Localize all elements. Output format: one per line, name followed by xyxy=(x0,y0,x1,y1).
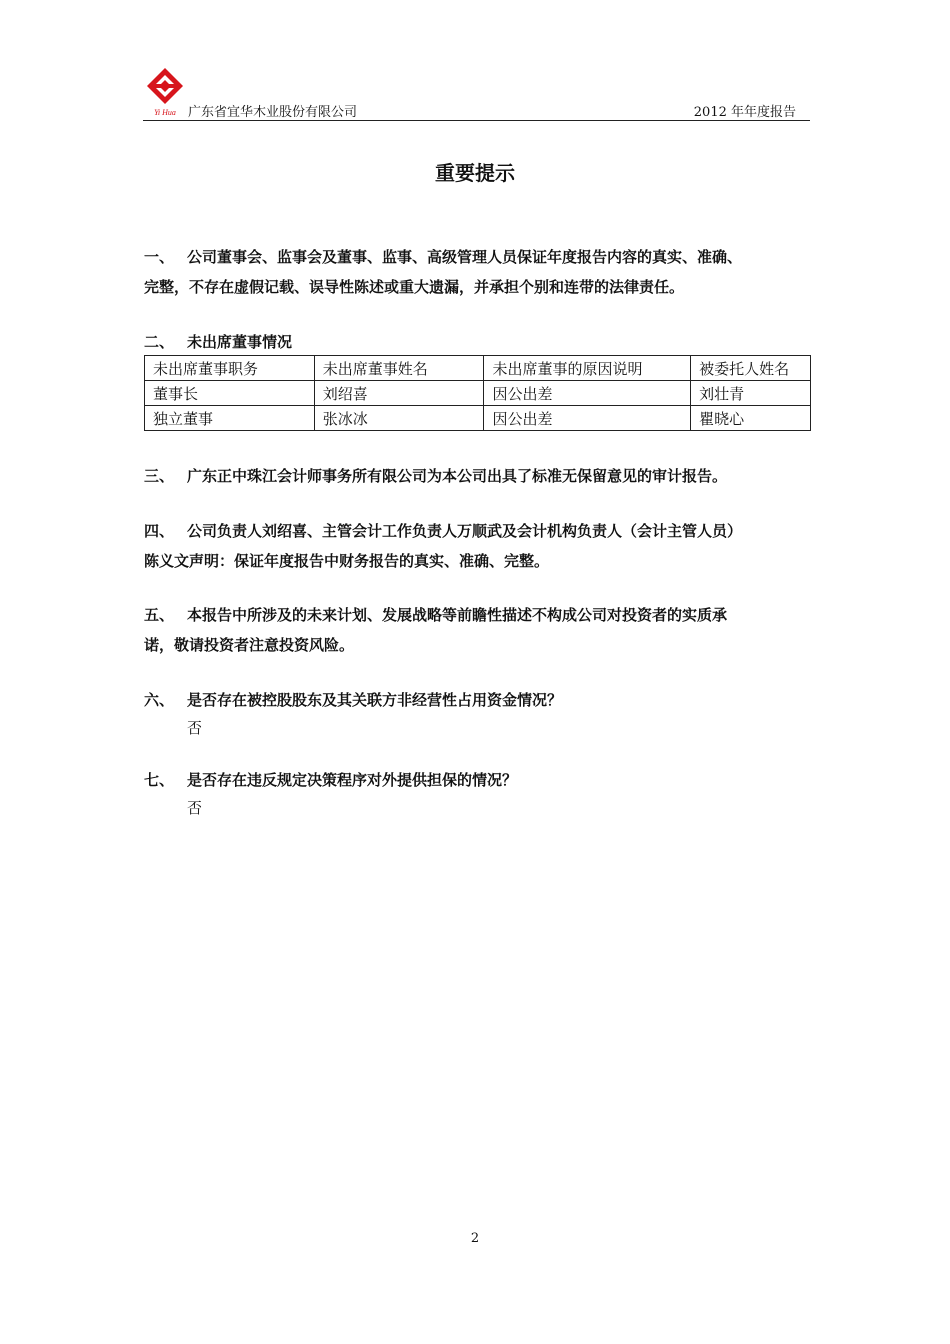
page-number: 2 xyxy=(470,1231,480,1246)
section-2 xyxy=(144,327,814,357)
section-text: 是否存在被控股股东及其关联方非经营性占用资金情况？ xyxy=(187,691,563,709)
table-header-cell: 未出席董事的原因说明 xyxy=(484,356,691,381)
section-number: 三、 xyxy=(144,467,175,485)
section-text: 广东正中珠江会计师事务所有限公司为本公司出具了标准无保留意见的审计报告。 xyxy=(187,467,728,485)
table-header-row xyxy=(145,356,811,381)
table-cell: 董事长 xyxy=(145,381,315,406)
section-text-cont: 诺，敬请投资者注意投资风险。 xyxy=(144,636,355,654)
section-number: 二、 xyxy=(144,333,175,351)
section-number: 六、 xyxy=(144,691,175,709)
section-4 xyxy=(144,516,814,576)
section-5 xyxy=(144,600,814,660)
page-title: 重要提示 xyxy=(435,161,515,185)
section-number: 一、 xyxy=(144,248,175,266)
report-title: 2012 年年度报告 xyxy=(693,105,796,120)
section-7 xyxy=(144,765,814,795)
table-cell: 因公出差 xyxy=(484,406,691,431)
table-row xyxy=(145,381,811,406)
section-text: 是否存在违反规定决策程序对外提供担保的情况？ xyxy=(187,771,518,789)
section-number: 七、 xyxy=(144,771,175,789)
section-text: 未出席董事情况 xyxy=(187,333,293,351)
section-text: 公司负责人刘绍喜、主管会计工作负责人万顺武及会计机构负责人（会计主管人员） xyxy=(187,522,743,540)
section-number: 五、 xyxy=(144,606,175,624)
table-cell: 张冰冰 xyxy=(314,406,484,431)
table-row xyxy=(145,406,811,431)
table-cell: 瞿晓心 xyxy=(691,406,811,431)
table-header-cell: 被委托人姓名 xyxy=(691,356,811,381)
page-header xyxy=(143,64,810,122)
section-7-answer: 否 xyxy=(187,799,203,817)
table-cell: 独立董事 xyxy=(145,406,315,431)
section-text: 本报告中所涉及的未来计划、发展战略等前瞻性描述不构成公司对投资者的实质承 xyxy=(187,606,728,624)
section-1 xyxy=(144,242,814,302)
table-cell: 因公出差 xyxy=(484,381,691,406)
table-cell: 刘绍喜 xyxy=(314,381,484,406)
absent-directors-table xyxy=(144,355,811,431)
company-name: 广东省宜华木业股份有限公司 xyxy=(188,105,358,120)
section-text-cont: 陈义文声明：保证年度报告中财务报告的真实、准确、完整。 xyxy=(144,552,550,570)
section-6-answer: 否 xyxy=(187,719,203,737)
company-logo xyxy=(143,66,187,118)
header-divider xyxy=(143,120,810,121)
section-3 xyxy=(144,461,814,491)
table-cell: 刘壮青 xyxy=(691,381,811,406)
table-header-cell: 未出席董事姓名 xyxy=(314,356,484,381)
logo-text: Yi Hua xyxy=(154,108,176,117)
section-6 xyxy=(144,685,814,715)
section-text-cont: 完整，不存在虚假记载、误导性陈述或重大遗漏，并承担个别和连带的法律责任。 xyxy=(144,278,685,296)
section-text: 公司董事会、监事会及董事、监事、高级管理人员保证年度报告内容的真实、准确、 xyxy=(187,248,743,266)
section-number: 四、 xyxy=(144,522,175,540)
table-header-cell: 未出席董事职务 xyxy=(145,356,315,381)
